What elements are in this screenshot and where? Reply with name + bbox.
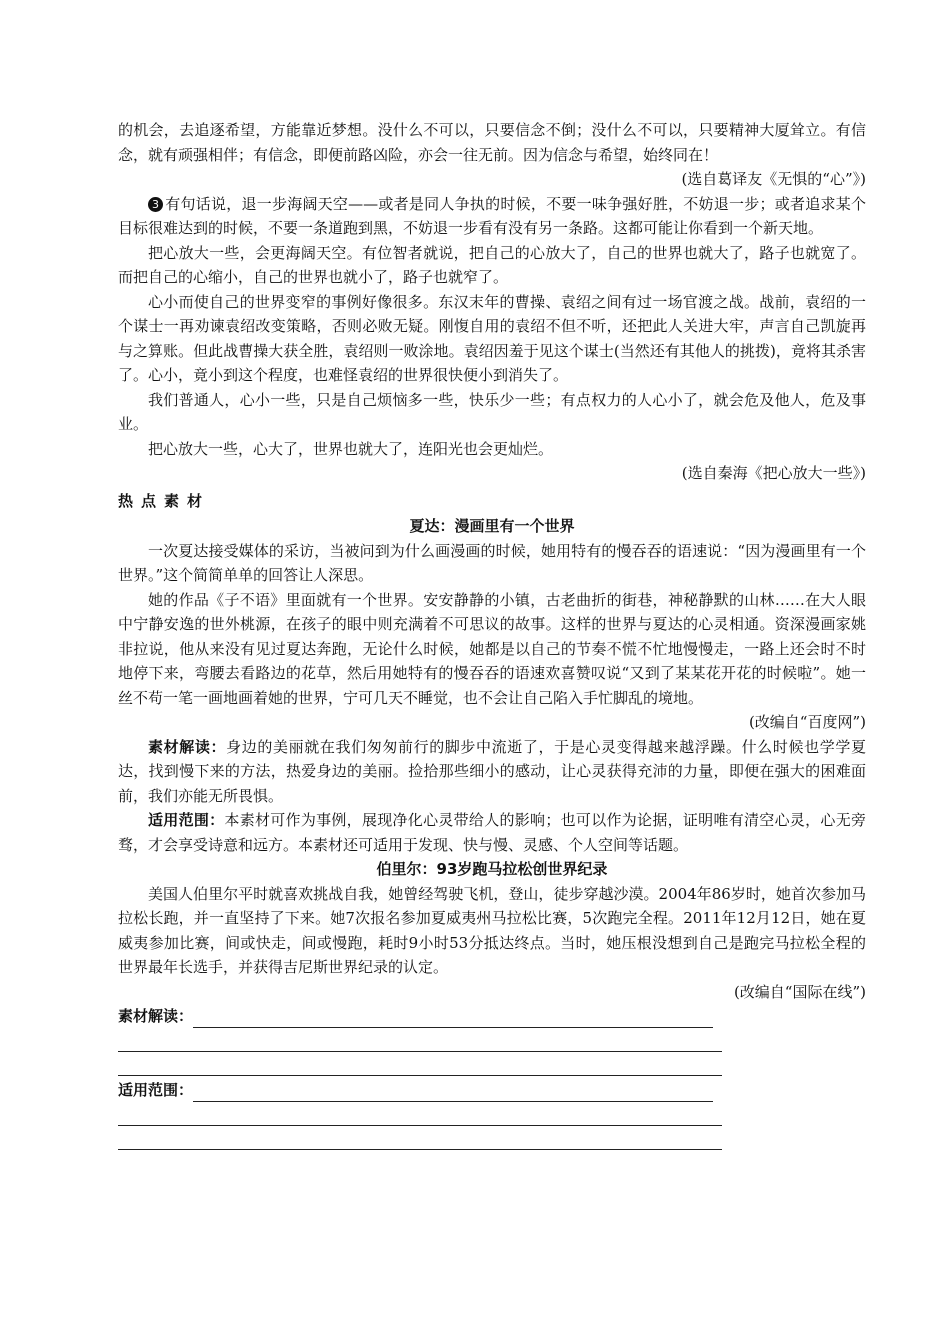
article-title-xiada: 夏达：漫画里有一个世界 (409, 517, 575, 535)
interpretation-text: 身边的美丽就在我们匆匆前行的脚步中流逝了，于是心灵变得越来越浮躁。什么时候也学学夏达，找到慢下来的方法，热爱身边的美丽。捡拾那些细小的感动，让心灵获得充沛的力量，即便在强大的困难面前，我们亦能无所畏惧。 (118, 737, 866, 805)
interpretation-answer-line-2[interactable] (118, 1028, 722, 1052)
xiada-paragraph-1: 一次夏达接受媒体的采访，当被问到为什么画漫画的时候，她用特有的慢吞吞的语速说：“因为漫画里有一个世界。”这个简简单单的回答让人深思。 (118, 541, 866, 584)
scope-text: 本素材可作为事例，展现净化心灵带给人的影响；也可以作为论据，证明唯有清空心灵，心无旁骛，才会享受诗意和远方。本素材还可适用于发现、快与慢、灵感、个人空间等话题。 (118, 811, 866, 854)
scope-label: 适用范围： (148, 811, 225, 829)
xiada-paragraph-2: 她的作品《子不语》里面就有一个世界。安安静静的小镇，古老曲折的街巷，神秘静默的山林……在大人眼中宁静安逸的世外桃源，在孩子的眼中则充满着不可思议的故事。这样的世界与夏达的心灵相通。资深漫画家姚非拉说，他从来没有见过夏达奔跑，无论什么时候，她都是以自己的节奏不慌不忙地慢慢走，一路上还会时不时地停下来，弯腰去看路边的花草，然后用她特有的慢吞吞的语速欢喜赞叹说“又到了某某花开花的时候啦”。她一丝不苟一笔一画地画着她的世界，宁可几天不睡觉，也不会让自己陷入手忙脚乱的境地。 (118, 590, 866, 707)
interpretation-answer-line-1[interactable] (193, 1011, 713, 1028)
paragraph-3-4: 我们普通人，心小一些，只是自己烦恼多一些，快乐少一些；有点权力的人心小了，就会危及他人，危及事业。 (118, 390, 866, 433)
paragraph-3-1 (118, 192, 866, 241)
scope-answer-row (118, 1078, 866, 1102)
burrill-paragraph-1: 美国人伯里尔平时就喜欢挑战自我，她曾经驾驶飞机，登山，徒步穿越沙漠。2004年86岁时，她首次参加马拉松长跑，并一直坚持了下来。她7次报名参加夏威夷州马拉松比赛，5次跑完全程。2011年12月12日，她在夏威夷参加比赛，间或快走，间或慢跑，耗时9小时53分抵达终点。当时，她压根没想到自己是跑完马拉松全程的世界最年长选手，并获得吉尼斯世界纪录的认定。 (118, 884, 866, 976)
circled-number-3: 3 (148, 197, 163, 212)
document-page (118, 118, 866, 1150)
scope-answer-line-1[interactable] (193, 1085, 713, 1102)
material-interpretation (118, 735, 866, 809)
interpretation-label: 素材解读： (148, 737, 227, 756)
scope-answer-line-3[interactable] (118, 1126, 722, 1150)
paragraph-3-2: 把心放大一些，会更海阔天空。有位智者就说，把自己的心放大了，自己的世界也就大了，路子也就宽了。而把自己的心缩小，自己的世界也就小了，路子也就窄了。 (118, 243, 866, 286)
applicable-scope (118, 808, 866, 857)
paragraph-intro-continued: 的机会，去追逐希望，方能靠近梦想。没什么不可以，只要信念不倒；没什么不可以，只要精神大厦耸立。有信念，就有顽强相伴；有信念，即便前路凶险，亦会一往无前。因为信念与希望，始终同在！ (118, 121, 866, 164)
source-note-1: (选自葛译友《无惧的“心”》) (681, 170, 866, 188)
interpretation-answer-row (118, 1004, 866, 1028)
paragraph-3-5: 把心放大一些，心大了，世界也就大了，连阳光也会更灿烂。 (148, 439, 554, 458)
paragraph-3-1-text: 有句话说，退一步海阔天空——或者是同人争执的时候，不要一味争强好胜，不妨退一步；或者追求某个目标很难达到的时候，不要一条道跑到黑，不妨退一步看有没有另一条路。这都可能让你看到一个新天地。 (118, 194, 866, 237)
interpretation-answer-label: 素材解读： (118, 1006, 194, 1025)
source-note-2: (选自秦海《把心放大一些》) (681, 464, 866, 482)
scope-answer-label: 适用范围： (118, 1080, 194, 1099)
paragraph-3-3: 心小而使自己的世界变窄的事例好像很多。东汉末年的曹操、袁绍之间有过一场官渡之战。战前，袁绍的一个谋士一再劝谏袁绍改变策略，否则必败无疑。刚愎自用的袁绍不但不听，还把此人关进大牢，声言自己凯旋再与之算账。但此战曹操大获全胜，袁绍则一败涂地。袁绍因羞于见这个谋士(当然还有其他人的挑拨)，竟将其杀害了。心小，竟小到这个程度，也难怪袁绍的世界很快便小到消失了。 (118, 292, 866, 384)
section-heading-hot-material: 热点素材 (118, 491, 211, 510)
scope-answer-line-2[interactable] (118, 1102, 722, 1126)
source-note-3: (改编自“百度网”) (748, 713, 866, 731)
interpretation-answer-line-3[interactable] (118, 1052, 722, 1076)
source-note-4: (改编自“国际在线”) (733, 982, 866, 1001)
article-title-burrill: 伯里尔：93岁跑马拉松创世界纪录 (376, 860, 608, 878)
answer-area (118, 1004, 866, 1150)
